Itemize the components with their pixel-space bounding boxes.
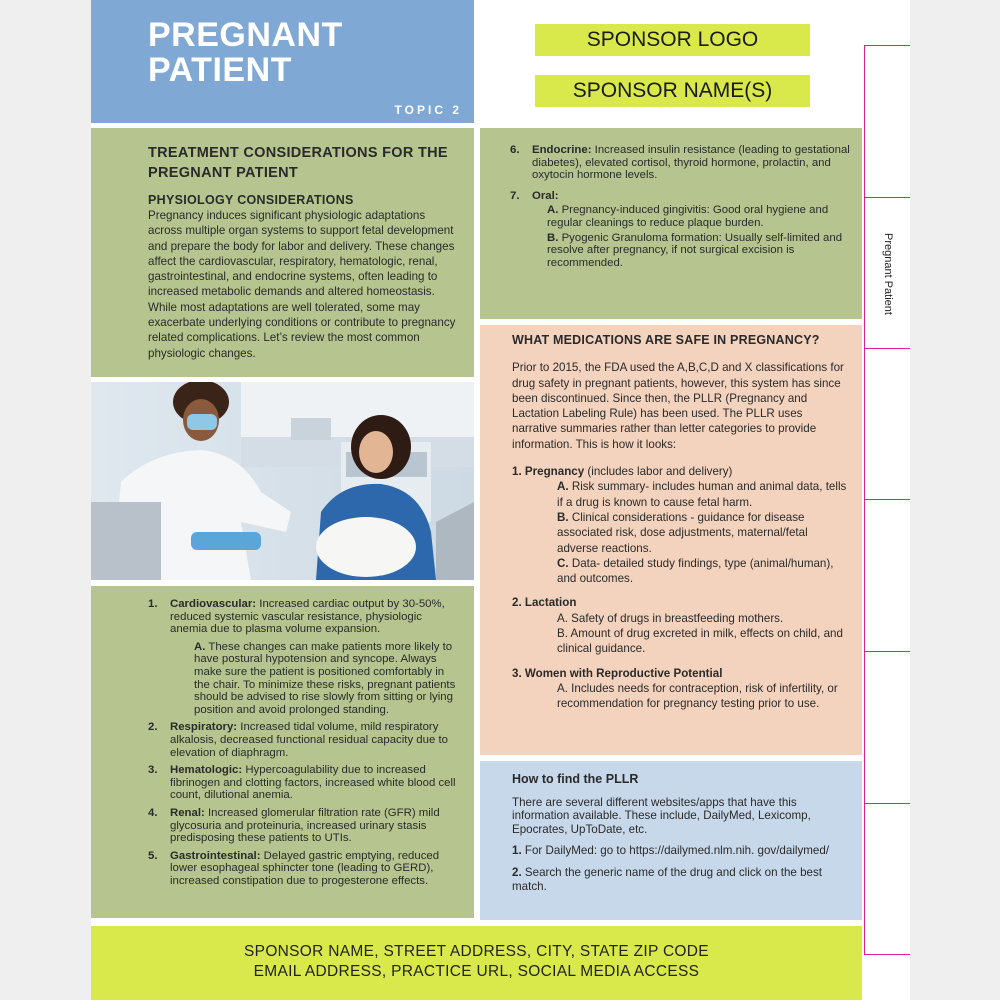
medications-panel (480, 325, 862, 755)
sponsor-footer (91, 926, 862, 1000)
footer-address-line: SPONSOR NAME, STREET ADDRESS, CITY, STATE ZIP CODE (244, 943, 709, 960)
tab-divider (865, 803, 910, 804)
system-item-hematologic: 3. Hematologic: Hypercoagulability due to increased fibrinogen and clotting factors, increased white blood cell count, dilutional anemia. (148, 764, 456, 802)
systems-list-continued (510, 144, 850, 269)
lactation-item-b: B. Amount of drug excreted in milk, effects on child, and clinical guidance. (557, 627, 843, 656)
find-pllr-heading: How to find the PLLR (512, 772, 639, 786)
find-pllr-step-1: 1. For DailyMed: go to https://dailymed.nlm.nih. gov/dailymed/ (512, 844, 830, 858)
physiology-changes-panel (91, 586, 474, 918)
pllr-section-pregnancy: 1. Pregnancy (includes labor and delivery) A. Risk summary- includes human and animal data, tells if a drug is known to cause fetal harm. B. Clinical considerations - guidance for disease associated risk, dose adjustments, maternal/fetal adverse reactions. C. Data- detailed study findings, type (animal/human), and outcomes. (512, 465, 847, 586)
reproductive-item-a: A. Includes needs for contraception, risk of infertility, or recommendation for pregnancy testing prior to use. (557, 681, 838, 711)
tab-divider (865, 45, 910, 46)
topic-label: TOPIC 2 (394, 103, 462, 117)
treatment-heading: TREATMENT CONSIDERATIONS FOR THE PREGNANT PATIENT (148, 145, 448, 181)
title-line-1: PREGNANT (148, 16, 343, 54)
pllr-section-reproductive: 3. Women with Reproductive Potential A. Includes needs for contraception, risk of infertility, or recommendation for pregnancy testing prior to use. (512, 666, 848, 712)
tab-divider (865, 954, 910, 955)
system-item-respiratory: 2. Respiratory: Increased tidal volume, mild respiratory alkalosis, decreased functional residual capacity due to elevation of diaphragm. (148, 721, 448, 759)
system-item-gastrointestinal: 5. Gastrointestinal: Delayed gastric emptying, reduced lower esophageal sphincter tone (leading to GERD), increased constipation due to progesterone effects. (148, 849, 440, 887)
find-pllr-step-2: 2. Search the generic name of the drug and click on the best match. (512, 865, 823, 893)
pregnancy-item-b: B. Clinical considerations - guidance for disease associated risk, dose adjustments, maternal/fetal adverse reactions. (557, 510, 808, 555)
tab-divider (865, 651, 910, 652)
side-tab-strip (864, 45, 911, 955)
physiology-changes-continued-panel (480, 128, 862, 319)
page-title (148, 18, 343, 88)
treatment-considerations-panel (91, 128, 474, 377)
dentist-patient-photo (91, 382, 474, 580)
system-item-oral: 7. Oral: A. Pregnancy-induced gingivitis: Good oral hygiene and regular cleanings to reduce plaque burden. B. Pyogenic Granuloma formation: Usually self-limited and resolve after pregnancy, if not surgical excision is recommended. (510, 190, 850, 270)
footer-contact-line: EMAIL ADDRESS, PRACTICE URL, SOCIAL MEDIA ACCESS (253, 963, 700, 980)
tab-divider (865, 499, 910, 500)
pregnancy-item-c: C. Data- detailed study findings, type (animal/human), and outcomes. (557, 556, 834, 586)
pregnancy-item-a: A. Risk summary- includes human and animal data, tells if a drug is known to cause fetal harm. (557, 480, 847, 509)
find-pllr-intro: There are several different websites/apps that have this information available. These include, DailyMed, Lexicomp, Epocrates, UpToDate, etc. (512, 795, 811, 836)
medications-intro: Prior to 2015, the FDA used the A,B,C,D and X classifications for drug safety in pregnant patients, however, this system has since been discontinued. Since then, the PLLR (Pregnancy and Lactation Labeling Rule) has been used. The PLLR uses narrative summaries rather than letter categories to provide information. This is how it looks: (512, 361, 844, 451)
side-tab-label: Pregnant Patient (882, 232, 894, 315)
medications-heading: WHAT MEDICATIONS ARE SAFE IN PREGNANCY? (512, 333, 820, 347)
tab-divider (865, 348, 910, 349)
sponsor-names-placeholder: SPONSOR NAME(S) (535, 75, 810, 107)
physiology-subheading: PHYSIOLOGY CONSIDERATIONS (148, 193, 354, 207)
sponsor-logo-placeholder: SPONSOR LOGO (535, 24, 810, 56)
pllr-section-lactation: 2. Lactation A. Safety of drugs in breastfeeding mothers. B. Amount of drug excreted in milk, effects on child, and clinical guidance. (512, 595, 848, 656)
lactation-item-a: A. Safety of drugs in breastfeeding mothers. (557, 611, 784, 625)
find-pllr-panel (480, 761, 862, 920)
system-item-endocrine: 6. Endocrine: Increased insulin resistance (leading to gestational diabetes), elevated cortisol, thyroid hormone, prolactin, and oxytocin hormone levels. (510, 144, 850, 182)
oral-note-b: B. Pyogenic Granuloma formation: Usually self-limited and resolve after pregnancy, if not surgical excision is recommended. (547, 231, 843, 269)
clinic-illustration (91, 382, 474, 580)
cardiovascular-note: A. These changes can make patients more likely to have postural hypotension and syncope. Always make sure the patient is positioned comfortably in the chair. To minimize these risks, pregnant patients should be advised to rise slowly from sitting or lying position and avoid prolonged standing. (194, 640, 456, 716)
title-line-2: PATIENT (148, 51, 292, 89)
oral-note-a: A. Pregnancy-induced gingivitis: Good oral hygiene and regular cleanings to reduce plaque burden. (547, 204, 829, 229)
system-item-renal: 4. Renal: Increased glomerular filtration rate (GFR) mild glycosuria and proteinuria, increased urinary stasis predisposing these patients to UTIs. (148, 806, 440, 845)
systems-list (148, 598, 460, 887)
physiology-body: Pregnancy induces significant physiologic adaptations across multiple organ systems to support fetal development and prepare the body for labor and delivery. These changes affect the cardiovascular, respiratory, hematologic, renal, gastrointestinal, and endocrine systems, often leading to increased metabolic demands and altered homeostasis. While most adaptations are well tolerated, some may exacerbate underlying conditions or contribute to pregnancy related complications. Let’s review the most common physiologic changes. (148, 209, 456, 360)
topic-header (91, 0, 474, 123)
system-item-cardiovascular: 1. Cardiovascular: Increased cardiac output by 30-50%, reduced systemic vascular resistance, physiologic anemia due to plasma volume expansion. A. These changes can make patients more likely to have postural hypotension and syncope. Always make sure the patient is positioned comfortably in the chair. To minimize these risks, pregnant patients should be advised to rise slowly from sitting or lying position and avoid prolonged standing. (148, 598, 460, 716)
